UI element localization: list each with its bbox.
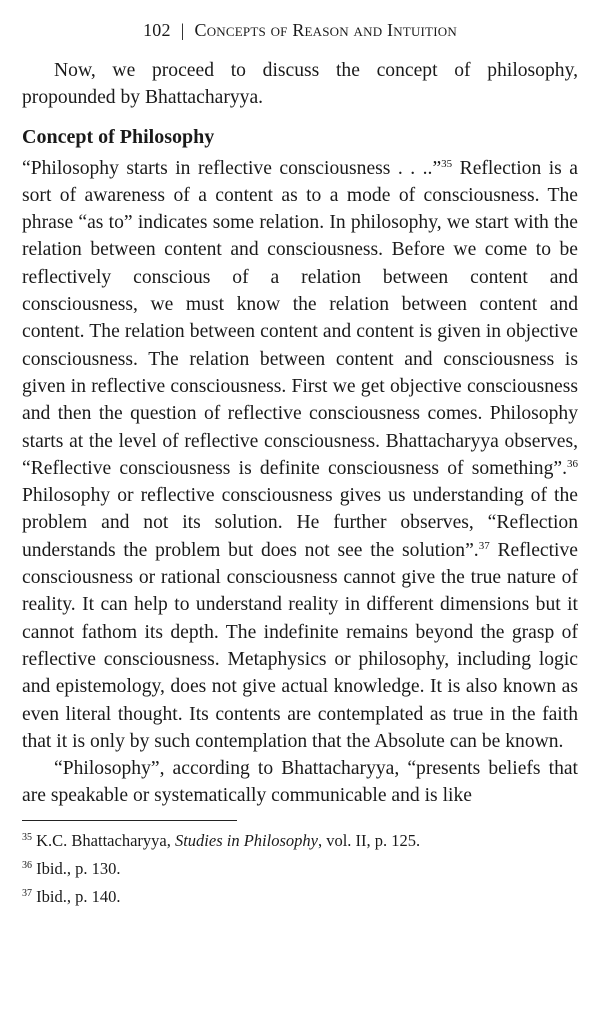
main-paragraph — [22, 155, 578, 756]
footnote-number: 36 — [22, 859, 32, 871]
page-number: 102 — [143, 20, 171, 40]
running-header — [22, 20, 578, 41]
footnotes — [22, 827, 578, 911]
main-text-part-4: Reflective consciousness or rational consciousness cannot give the true nature of reality. It can help to understand reality in different dimensions but it cannot fathom its depth. The indefinite remains beyond the grasp of reflective consciousness. Metaphysics or philosophy, including logic and epistemology, does not give actual knowledge. It is also known as even literal thought. Its contents are contemplated as true in the faith that it is only by such contemplation that the Absolute can be known. — [22, 539, 578, 752]
footnote-ref-37[interactable]: 37 — [478, 539, 490, 552]
main-text-part-1: “Philosophy starts in reflective consciousness . . ..” — [22, 157, 442, 179]
footnote-number: 35 — [22, 831, 32, 843]
header-separator: | — [180, 20, 185, 40]
footnote-text: K.C. Bhattacharyya, — [36, 830, 175, 850]
footnote-ref-36[interactable]: 36 — [567, 457, 578, 470]
closing-paragraph: “Philosophy”, according to Bhattacharyya, “presents beliefs that are speakable or systematically communicable and is like — [22, 758, 578, 807]
footnote-36 — [22, 855, 578, 883]
main-text-part-3: Philosophy or reflective consciousness gives us understanding of the problem and not its solution. He further observes, “Reflection understands the problem but does not see the solution”. — [22, 485, 578, 561]
section-heading: Concept of Philosophy — [22, 125, 215, 148]
footnote-rule — [22, 820, 237, 821]
main-text-part-2: Reflection is a sort of awareness of a content as to a mode of consciousness. The phrase “as to” indicates some relation. In philosophy, we start with the relation between content and consciousness. Before we come to be reflectively conscious of a relation between content and consciousness, we must know the relation between content and content. The relation between content and content is given in objective consciousness. The relation between content and consciousness is given in reflective consciousness. First we get objective consciousness and then the question of reflective consciousness comes. Philosophy starts at the level of reflective consciousness. Bhattacharyya observes, “Reflective consciousness is definite consciousness of something”. — [22, 157, 578, 479]
footnote-ref-35[interactable]: 35 — [441, 157, 453, 170]
running-title: Concepts of Reason and Intuition — [194, 20, 457, 40]
footnote-37 — [22, 883, 578, 911]
footnote-book-title: Studies in Philosophy — [174, 830, 318, 850]
intro-paragraph: Now, we proceed to discuss the concept of philosophy, propounded by Bhattacharyya. — [22, 60, 578, 109]
footnote-text: Ibid., p. 130. — [36, 858, 121, 878]
footnote-text: Ibid., p. 140. — [36, 886, 121, 906]
footnote-35 — [22, 827, 578, 855]
footnote-text-after: , vol. II, p. 125. — [317, 830, 421, 850]
footnote-number: 37 — [22, 887, 32, 899]
